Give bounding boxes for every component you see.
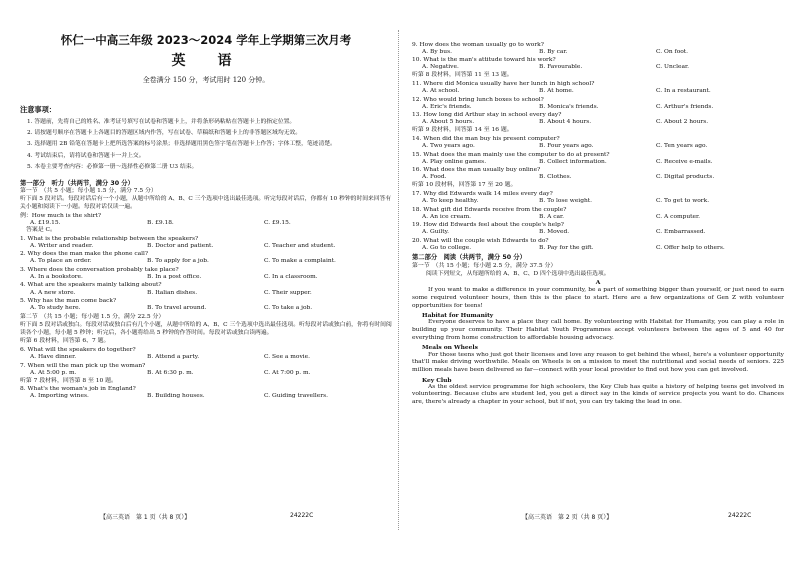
passage-subheading: Key Club: [422, 376, 452, 384]
page-2-footer-code: 24222C: [728, 512, 752, 519]
section-1-title: 第一节 （共 5 小题；每小题 1.5 分，满分 7.5 分）: [20, 188, 157, 195]
page-1-footer-code: 24222C: [290, 512, 314, 519]
option: A. About 5 hours.: [422, 119, 475, 126]
question-text: 16. What does the man usually buy online?: [412, 167, 541, 174]
passage-paragraph: As the oldest service programme for high schoolers, the Key Club has quite a history of helping teens get involved in volunteering. Because clubs are student led, you get a direct say in the kinds of service projects you want to do. Chances are, there's already a chapter in your school, but if not, you can try taking the lead in one.: [412, 383, 784, 405]
option: B. Doctor and patient.: [147, 242, 214, 249]
question-text: 14. When did the man buy his present computer?: [412, 135, 560, 142]
question-options: [412, 229, 784, 236]
question-options: [412, 143, 784, 150]
question-text: 5. Why has the man come back?: [20, 298, 117, 305]
question-options: [412, 88, 784, 95]
option: A. Negative.: [422, 64, 459, 71]
option: C. On foot.: [656, 48, 689, 55]
question-options: [412, 214, 784, 221]
question-text: 3. Where does the conversation probably take place?: [20, 266, 179, 273]
passage-subheading: Habitat for Humanity: [422, 312, 494, 320]
question-text: 11. Where did Monica usually have her lunch in high school?: [412, 80, 595, 87]
section-1-instructions: 听下面 5 段对话。每段对话后有一个小题，从题中所给的 A、B、C 三个选项中选出最佳选项。听完每段对话后，你都有 10 秒钟的时间来回答有关小题和阅读下一小题。每段对话仅读一遍。: [20, 196, 392, 210]
option: A. £19.15.: [30, 219, 61, 226]
option: C. Offer help to others.: [656, 245, 725, 252]
option: A. An ice cream.: [422, 213, 472, 220]
option: A. Importing wines.: [30, 393, 89, 400]
option: C. In a restaurant.: [656, 87, 711, 94]
notice-item: 1. 答题前，先将自己的姓名、准考证号填写在试卷和答题卡上，并将条形码粘贴在答题卡上的指定位置。: [27, 118, 296, 125]
option: A. Have dinner.: [30, 354, 77, 361]
option: C. Unclear.: [656, 64, 690, 71]
option: A. In a bookstore.: [30, 273, 83, 280]
option: C. To take a job.: [264, 305, 313, 312]
page-2-footer-label: 【高三英语 第 2 页（共 8 页）】: [522, 514, 613, 521]
question-options: [412, 104, 784, 111]
option: C. Embarrassed.: [656, 229, 706, 236]
option: B. By car.: [539, 48, 568, 55]
option: A. Two years ago.: [422, 143, 475, 150]
question-options: [20, 305, 392, 312]
question-text: 2. Why does the man make the phone call?: [20, 251, 149, 258]
question-options: [20, 290, 392, 297]
question-list-1-5: [20, 236, 392, 313]
option: B. Clothes.: [539, 174, 572, 181]
option: A. At school.: [422, 87, 460, 94]
option: A. Guilty.: [422, 229, 450, 236]
question-text: 4. What are the speakers mainly talking about?: [20, 282, 162, 289]
page-divider: [398, 30, 399, 530]
option: B. To apply for a job.: [147, 258, 209, 265]
option: C. Arthur's friends.: [656, 103, 714, 110]
question-text: 6. What will the speakers do together?: [20, 347, 136, 353]
option: C. To get to work.: [656, 198, 710, 205]
question-list-8: [20, 386, 392, 400]
passage-paragraph: For those teens who just got their licenses and love any reason to get behind the wheel, here's a volunteer opportunity that'll make driving worthwhile. Meals on Wheels is on a mission to meet the nutritional and social needs of seniors. 225 million meals have been delivered so far—connect with your local provider to find out how you can get involved.: [412, 351, 784, 373]
exam-page-1: [20, 34, 392, 534]
option: B. Attend a party.: [147, 354, 200, 361]
option: C. Guiding travellers.: [264, 393, 328, 400]
question-options: [412, 159, 784, 166]
question-options: [20, 393, 392, 400]
option: A. To study here.: [30, 305, 81, 312]
option: C. Digital products.: [656, 174, 715, 181]
option: C. Teacher and student.: [264, 242, 336, 249]
question-text: 17. Why did Edwards walk 14 miles every day?: [412, 190, 553, 197]
option: A. To keep healthy.: [422, 198, 479, 205]
option: B. Four years ago.: [539, 143, 594, 150]
subject-heading: 英 语: [171, 52, 241, 69]
question-options: [20, 370, 392, 377]
material-note: 听第 8 段材料，回答第 11 至 13 题。: [412, 72, 513, 79]
question-text: 15. What does the man mainly use the computer to do at present?: [412, 151, 610, 158]
passage-paragraph: Everyone deserves to have a place they call home. By volunteering with Habitat for Humanity, you can play a role in building up your community. Their Habitat Youth Programmes accept volunteers between the ages of 5 and 40 for everything from home construction to affordable housing advocacy.: [412, 319, 784, 341]
option: B. To lose weight.: [539, 198, 592, 205]
question-text: 18. What gift did Edwards receive from the couple?: [412, 206, 567, 213]
question-list-17-20: [412, 191, 784, 252]
question-text: 8. What's the woman's job in England?: [20, 386, 136, 393]
question-options: [412, 119, 784, 126]
section-2-instructions: 听下面 5 段对话或独白。每段对话或独白后有几个小题，从题中所给的 A、B、C 三个选项中选出最佳选项。听每段对话或独白前，你将有时间阅读各个小题，每小题 5 秒钟；听完后，各小题将给出 5 秒钟的作答时间。每段对话或独白读两遍。: [20, 322, 392, 336]
part-listening-title: 第一部分 听力（共两节，满分 30 分）: [20, 179, 134, 187]
reading-instructions: 阅读下列短文，从每题所给的 A、B、C、D 四个选项中选出最佳选项。: [426, 270, 610, 277]
question-list-9-10: [412, 42, 784, 72]
option: A. Go to college.: [422, 245, 472, 252]
exam-page-2: [412, 40, 784, 540]
notice-item: 3. 选择题用 2B 铅笔在答题卡上把所选答案的标号涂黑；非选择题用黑色签字笔在答题卡上作答；字体工整，笔迹清楚。: [27, 141, 336, 148]
option: B. Favourable.: [539, 64, 583, 71]
question-list-6-7: [20, 347, 392, 377]
option: A. At 5:00 p. m.: [30, 369, 77, 376]
notice-title: 注意事项：: [20, 104, 56, 114]
option: B. Moved.: [539, 229, 570, 236]
option: A. To place an order.: [30, 258, 92, 265]
score-line: 全卷满分 150 分，考试用时 120 分钟。: [142, 75, 270, 84]
question-options: [20, 243, 392, 250]
option: B. Building houses.: [147, 393, 205, 400]
question-options: [412, 64, 784, 71]
option: B. A car.: [539, 213, 565, 220]
material-note: 听第 10 段材料，回答第 17 至 20 题。: [412, 182, 517, 189]
option: B. In a post office.: [147, 273, 202, 280]
material-note: 听第 9 段材料，回答第 14 至 16 题。: [412, 127, 513, 134]
option: C. In a classroom.: [264, 273, 318, 280]
example-options: [20, 220, 392, 227]
question-text: 12. Who would bring lunch boxes to school?: [412, 96, 544, 103]
passage-paragraph: If you want to make a difference in your community, be a part of something bigger than yourself, or just need to earn some required volunteer hours, then this is the place to start. Here are a few organizations of Gen Z with volunteer opportunities for teens!: [412, 287, 784, 309]
question-options: [20, 274, 392, 281]
question-text: 19. How did Edwards feel about the couple's help?: [412, 222, 564, 229]
page-1-footer-label: 【高三英语 第 1 页（共 8 页）】: [100, 514, 191, 521]
passage-label: A: [595, 279, 601, 287]
option: B. At home.: [539, 87, 574, 94]
question-options: [412, 49, 784, 56]
option: B. About 4 hours.: [539, 119, 592, 126]
option: C. To make a complaint.: [264, 258, 336, 265]
option: C. Receive e-mails.: [656, 158, 713, 165]
option: B. Italian dishes.: [147, 289, 198, 296]
section-2-title: 第二节 （共 15 小题；每小题 1.5 分，满分 22.5 分）: [20, 314, 165, 321]
notice-item: 5. 本卷主要考查内容：必修第一册～选择性必修第二册 U3 结束。: [27, 164, 198, 171]
option: B. Monica's friends.: [539, 103, 599, 110]
material-note: 听第 7 段材料，回答第 8 至 10 题。: [20, 377, 117, 384]
option: A. Eric's friends.: [422, 103, 472, 110]
question-list-11-13: [412, 81, 784, 126]
option: A. By bus.: [422, 48, 452, 55]
example-answer: 答案是 C。: [26, 226, 56, 233]
notice-item: 2. 请按题号顺序在答题卡上各题目的答题区域内作答，写在试卷、草稿纸和答题卡上的非答题区域均无效。: [27, 130, 302, 137]
question-options: [412, 174, 784, 181]
question-options: [412, 245, 784, 252]
option: C. £9.15.: [264, 219, 291, 226]
option: A. Play online games.: [422, 158, 487, 165]
option: C. A computer.: [656, 213, 701, 220]
option: A. Food.: [422, 174, 447, 181]
question-text: 10. What is the man's attitude toward his work?: [412, 57, 556, 64]
option: B. At 6:30 p. m.: [147, 369, 194, 376]
question-text: 13. How long did Arthur stay in school every day?: [412, 112, 562, 119]
notice-list: [20, 118, 392, 172]
passage-subheading: Meals on Wheels: [422, 344, 478, 352]
option: C. Their supper.: [264, 289, 312, 296]
option: C. About 2 hours.: [656, 119, 709, 126]
option: C. At 7:00 p. m.: [264, 369, 311, 376]
question-text: 7. When will the man pick up the woman?: [20, 362, 146, 369]
option: C. See a movie.: [264, 354, 311, 361]
option: B. £9.18.: [147, 219, 174, 226]
reading-section-1-title: 第一节 （共 15 小题；每小题 2.5 分，满分 37.5 分）: [412, 262, 557, 269]
option: B. Collect information.: [539, 158, 607, 165]
option: A. Writer and reader.: [30, 242, 94, 249]
option: A. A new store.: [30, 289, 76, 296]
material-note: 听第 6 段材料，回答第 6、7 题。: [20, 338, 110, 345]
question-options: [20, 354, 392, 361]
question-options: [20, 258, 392, 265]
question-text: 9. How does the woman usually go to work?: [412, 41, 544, 48]
question-text: 1. What is the probable relationship between the speakers?: [20, 235, 199, 242]
question-list-14-16: [412, 136, 784, 181]
part-reading-title: 第二部分 阅读（共两节，满分 50 分）: [412, 254, 526, 262]
option: B. To travel around.: [147, 305, 207, 312]
notice-item: 4. 考试结束后，请将试卷和答题卡一并上交。: [27, 152, 145, 159]
exam-title: 怀仁一中高三年级 2023～2024 学年上学期第三次月考: [60, 33, 352, 47]
option: B. Pay for the gift.: [539, 245, 594, 252]
question-options: [412, 198, 784, 205]
option: C. Ten years ago.: [656, 143, 708, 150]
question-text: 20. What will the couple wish Edwards to do?: [412, 237, 549, 244]
example-question: 例：How much is the shirt?: [20, 212, 102, 219]
